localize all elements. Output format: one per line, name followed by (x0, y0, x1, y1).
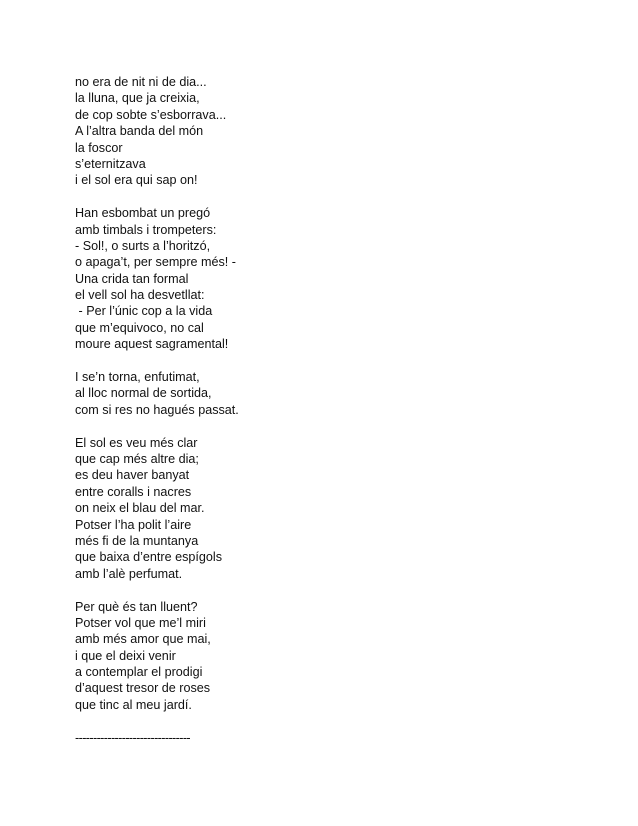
poem-line: i el sol era qui sap on! (75, 173, 198, 188)
poem-line: El sol es veu més clar (75, 435, 198, 450)
poem (75, 74, 555, 746)
poem-line: que m’equivoco, no cal (75, 320, 204, 335)
stanza-5 (75, 599, 555, 714)
poem-line: més fi de la muntanya (75, 533, 199, 548)
poem-line: que tinc al meu jardí. (75, 697, 192, 712)
poem-line: al lloc normal de sortida, (75, 386, 212, 401)
poem-line: s’eternitzava (75, 156, 146, 171)
poem-line: amb l’alè perfumat. (75, 566, 183, 581)
poem-line: a contemplar el prodigi (75, 665, 203, 680)
stanza-4 (75, 435, 555, 583)
separator-line: -------------------------------- (75, 730, 191, 745)
poem-line: amb timbals i trompeters: (75, 222, 217, 237)
poem-line: Potser vol que me’l miri (75, 615, 206, 630)
poem-line: entre coralls i nacres (75, 484, 192, 499)
poem-line: - Per l’únic cop a la vida (75, 304, 213, 319)
poem-line: d’aquest tresor de roses (75, 681, 211, 696)
poem-line: que cap més altre dia; (75, 451, 199, 466)
poem-line: - Sol!, o surts a l’horitzó, (75, 238, 211, 253)
poem-line: Potser l’ha polit l’aire (75, 517, 192, 532)
poem-line: Per què és tan lluent? (75, 599, 198, 614)
poem-line: Han esbombat un pregó (75, 206, 211, 221)
poem-line: es deu haver banyat (75, 468, 190, 483)
poem-line: no era de nit ni de dia... (75, 75, 207, 89)
poem-line: de cop sobte s’esborrava... (75, 107, 227, 122)
poem-line: i que el deixi venir (75, 648, 176, 663)
stanza-2 (75, 205, 555, 353)
poem-line: Una crida tan formal (75, 271, 189, 286)
stanza-3 (75, 369, 555, 418)
poem-line: la lluna, que ja creixia, (75, 91, 200, 106)
poem-line: A l’altra banda del món (75, 124, 204, 139)
poem-line: que baixa d’entre espígols (75, 550, 223, 565)
poem-line: com si res no hagués passat. (75, 402, 239, 417)
poem-line: moure aquest sagramental! (75, 337, 229, 352)
poem-line: o apaga’t, per sempre més! - (75, 255, 236, 270)
poem-line: la foscor (75, 140, 123, 155)
poem-line: amb més amor que mai, (75, 632, 211, 647)
stanza-1 (75, 74, 555, 189)
poem-line: I se’n torna, enfutimat, (75, 370, 200, 385)
poem-line: el vell sol ha desvetllat: (75, 288, 205, 303)
poem-line: on neix el blau del mar. (75, 501, 205, 516)
